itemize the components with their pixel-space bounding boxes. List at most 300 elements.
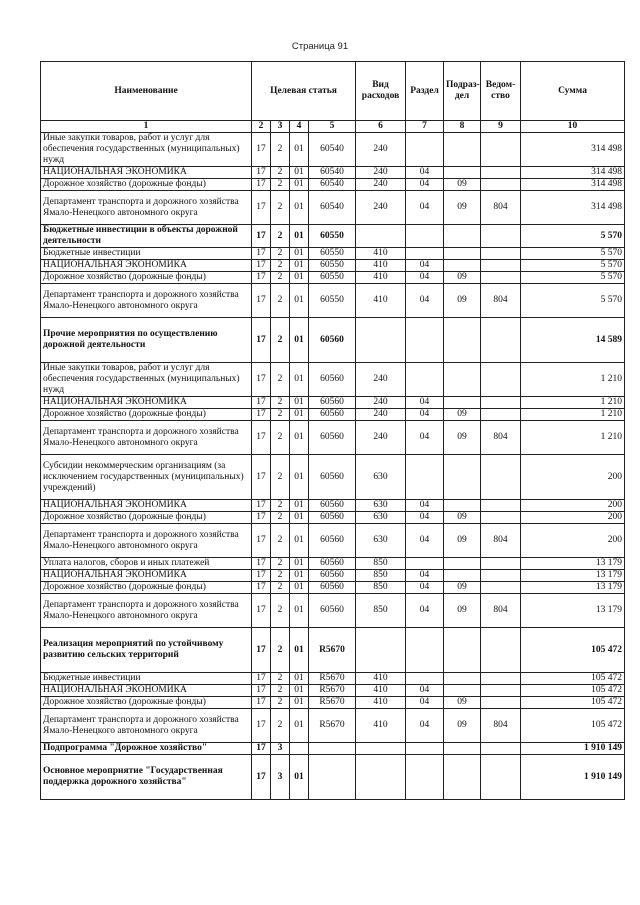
target-code-4: 60560: [309, 363, 356, 397]
row-name: Субсидии некоммерческим организациям (за исключением государственных (муниципальных) учреждений): [41, 455, 252, 500]
target-code-3: 01: [290, 318, 309, 363]
target-code-2: 2: [271, 673, 290, 685]
expense-type: 850: [356, 582, 406, 594]
subsection: [444, 755, 481, 800]
section: [406, 743, 444, 755]
subsection: 09: [444, 582, 481, 594]
subsection: 09: [444, 697, 481, 709]
page-number-label: Страница 91: [291, 41, 349, 52]
row-name: Уплата налогов, сборов и иных платежей: [41, 558, 252, 570]
subsection: 09: [444, 409, 481, 421]
row-name: Дорожное хозяйство (дорожные фонды): [41, 582, 252, 594]
department-code: [481, 673, 521, 685]
target-code-3: 01: [290, 191, 309, 225]
department-code: 804: [481, 709, 521, 743]
subsection: [444, 397, 481, 409]
row-name: НАЦИОНАЛЬНАЯ ЭКОНОМИКА: [41, 260, 252, 272]
target-code-2: 2: [271, 397, 290, 409]
expense-type: 630: [356, 455, 406, 500]
target-code-4: 60560: [309, 524, 356, 558]
table-row: [41, 409, 625, 421]
target-code-2: 2: [271, 570, 290, 582]
row-sum: 1 910 149: [521, 755, 625, 800]
expense-type: 410: [356, 697, 406, 709]
target-code-4: 60540: [309, 133, 356, 167]
table-header-row: [41, 62, 625, 121]
section: [406, 248, 444, 260]
expense-type: 850: [356, 594, 406, 628]
target-code-2: 2: [271, 409, 290, 421]
department-code: [481, 743, 521, 755]
target-code-4: 60560: [309, 582, 356, 594]
expense-type: 240: [356, 409, 406, 421]
department-code: 804: [481, 524, 521, 558]
target-code-2: 2: [271, 558, 290, 570]
target-code-2: 2: [271, 248, 290, 260]
target-code-1: 17: [252, 421, 271, 455]
department-code: [481, 570, 521, 582]
section: 04: [406, 500, 444, 512]
table-row: [41, 743, 625, 755]
row-sum: 13 179: [521, 558, 625, 570]
target-code-2: 2: [271, 167, 290, 179]
row-sum: 1 210: [521, 397, 625, 409]
target-code-1: 17: [252, 558, 271, 570]
section: 04: [406, 167, 444, 179]
target-code-3: 01: [290, 272, 309, 284]
table-row: [41, 248, 625, 260]
expense-type: 410: [356, 685, 406, 697]
target-code-2: 2: [271, 363, 290, 397]
expense-type: 240: [356, 363, 406, 397]
expense-type: 240: [356, 397, 406, 409]
row-sum: 5 570: [521, 284, 625, 318]
row-sum: 314 498: [521, 167, 625, 179]
target-code-4: [309, 755, 356, 800]
section: [406, 318, 444, 363]
row-name: Департамент транспорта и дорожного хозяйства Ямало-Ненецкого автономного округа: [41, 594, 252, 628]
table-row: [41, 284, 625, 318]
table-row: [41, 673, 625, 685]
department-code: [481, 260, 521, 272]
target-code-1: 17: [252, 500, 271, 512]
section: 04: [406, 397, 444, 409]
target-code-3: 01: [290, 594, 309, 628]
target-code-4: 60540: [309, 167, 356, 179]
department-code: [481, 685, 521, 697]
department-code: [481, 455, 521, 500]
target-code-3: 01: [290, 133, 309, 167]
subsection: [444, 260, 481, 272]
row-name: Дорожное хозяйство (дорожные фонды): [41, 512, 252, 524]
target-code-1: 17: [252, 248, 271, 260]
row-name: Дорожное хозяйство (дорожные фонды): [41, 409, 252, 421]
subsection: 09: [444, 524, 481, 558]
target-code-2: 2: [271, 455, 290, 500]
target-code-1: 17: [252, 673, 271, 685]
target-code-1: 17: [252, 455, 271, 500]
table-row: [41, 697, 625, 709]
table-body: [41, 133, 625, 800]
target-code-1: 17: [252, 524, 271, 558]
department-code: [481, 133, 521, 167]
row-name: НАЦИОНАЛЬНАЯ ЭКОНОМИКА: [41, 685, 252, 697]
row-sum: 314 498: [521, 179, 625, 191]
target-code-4: 60550: [309, 225, 356, 248]
target-code-1: 17: [252, 397, 271, 409]
section: 04: [406, 260, 444, 272]
department-code: 804: [481, 284, 521, 318]
table-row: [41, 570, 625, 582]
subsection: 09: [444, 272, 481, 284]
table-row: [41, 179, 625, 191]
subsection: [444, 570, 481, 582]
col-number: 10: [521, 121, 625, 133]
table-row: [41, 558, 625, 570]
target-code-2: 2: [271, 133, 290, 167]
department-code: [481, 500, 521, 512]
department-code: [481, 179, 521, 191]
subsection: [444, 500, 481, 512]
row-sum: 14 589: [521, 318, 625, 363]
row-sum: 105 472: [521, 628, 625, 673]
subsection: [444, 318, 481, 363]
row-sum: 1 910 149: [521, 743, 625, 755]
table-row: [41, 167, 625, 179]
subsection: 09: [444, 284, 481, 318]
row-sum: 105 472: [521, 685, 625, 697]
target-code-3: 01: [290, 558, 309, 570]
section: 04: [406, 409, 444, 421]
row-name: Департамент транспорта и дорожного хозяйства Ямало-Ненецкого автономного округа: [41, 524, 252, 558]
target-code-1: 17: [252, 272, 271, 284]
row-sum: 314 498: [521, 133, 625, 167]
section: 04: [406, 421, 444, 455]
department-code: [481, 628, 521, 673]
target-code-2: 2: [271, 318, 290, 363]
target-code-1: 17: [252, 409, 271, 421]
row-name: Реализация мероприятий по устойчивому развитию сельских территорий: [41, 628, 252, 673]
section: 04: [406, 582, 444, 594]
header-section: Раздел: [406, 62, 444, 121]
row-name: Дорожное хозяйство (дорожные фонды): [41, 272, 252, 284]
target-code-3: 01: [290, 673, 309, 685]
department-code: 804: [481, 594, 521, 628]
target-code-3: 01: [290, 709, 309, 743]
row-name: НАЦИОНАЛЬНАЯ ЭКОНОМИКА: [41, 500, 252, 512]
target-code-3: 01: [290, 225, 309, 248]
target-code-1: 17: [252, 225, 271, 248]
section: 04: [406, 697, 444, 709]
header-department: Ведом-ство: [481, 62, 521, 121]
target-code-2: 2: [271, 179, 290, 191]
target-code-1: 17: [252, 709, 271, 743]
section: [406, 673, 444, 685]
table-row: [41, 191, 625, 225]
subsection: 09: [444, 594, 481, 628]
row-name: НАЦИОНАЛЬНАЯ ЭКОНОМИКА: [41, 167, 252, 179]
target-code-4: 60550: [309, 272, 356, 284]
section: 04: [406, 179, 444, 191]
expense-type: 410: [356, 248, 406, 260]
row-name: НАЦИОНАЛЬНАЯ ЭКОНОМИКА: [41, 570, 252, 582]
row-name: Бюджетные инвестиции: [41, 248, 252, 260]
header-subsection: Подраз-дел: [444, 62, 481, 121]
target-code-3: 01: [290, 755, 309, 800]
target-code-3: 01: [290, 363, 309, 397]
section: [406, 755, 444, 800]
target-code-4: 60560: [309, 397, 356, 409]
expense-type: 410: [356, 709, 406, 743]
expense-type: 240: [356, 421, 406, 455]
target-code-4: 60560: [309, 594, 356, 628]
col-number: 1: [41, 121, 252, 133]
section: 04: [406, 272, 444, 284]
target-code-1: 17: [252, 582, 271, 594]
table-row: [41, 397, 625, 409]
subsection: 09: [444, 179, 481, 191]
target-code-4: 60560: [309, 409, 356, 421]
section: [406, 363, 444, 397]
row-name: Дорожное хозяйство (дорожные фонды): [41, 179, 252, 191]
table-row: [41, 363, 625, 397]
target-code-2: 2: [271, 709, 290, 743]
department-code: [481, 272, 521, 284]
target-code-4: 60560: [309, 421, 356, 455]
target-code-3: 01: [290, 167, 309, 179]
subsection: [444, 167, 481, 179]
target-code-4: 60560: [309, 512, 356, 524]
department-code: [481, 558, 521, 570]
department-code: [481, 697, 521, 709]
target-code-1: 17: [252, 570, 271, 582]
expense-type: [356, 755, 406, 800]
target-code-1: 17: [252, 628, 271, 673]
target-code-2: 2: [271, 582, 290, 594]
header-sum: Сумма: [521, 62, 625, 121]
row-sum: 1 210: [521, 421, 625, 455]
target-code-2: 3: [271, 755, 290, 800]
target-code-4: 60560: [309, 500, 356, 512]
target-code-4: 60560: [309, 558, 356, 570]
department-code: [481, 167, 521, 179]
col-number: 8: [444, 121, 481, 133]
target-code-1: 17: [252, 133, 271, 167]
target-code-1: 17: [252, 260, 271, 272]
target-code-1: 17: [252, 179, 271, 191]
subsection: [444, 248, 481, 260]
target-code-1: 17: [252, 191, 271, 225]
expense-type: [356, 318, 406, 363]
col-number: 7: [406, 121, 444, 133]
subsection: [444, 363, 481, 397]
target-code-3: 01: [290, 685, 309, 697]
expense-type: 410: [356, 272, 406, 284]
table-row: [41, 594, 625, 628]
table-row: [41, 512, 625, 524]
expense-type: 410: [356, 673, 406, 685]
section: 04: [406, 284, 444, 318]
section: 04: [406, 594, 444, 628]
target-code-4: R5670: [309, 685, 356, 697]
expense-type: 240: [356, 191, 406, 225]
expense-type: 410: [356, 260, 406, 272]
row-sum: 200: [521, 524, 625, 558]
target-code-3: 01: [290, 524, 309, 558]
target-code-4: 60540: [309, 179, 356, 191]
col-number: 5: [309, 121, 356, 133]
target-code-4: R5670: [309, 673, 356, 685]
subsection: [444, 455, 481, 500]
target-code-4: 60550: [309, 248, 356, 260]
header-expense-type: Вид расходов: [356, 62, 406, 121]
target-code-3: 01: [290, 260, 309, 272]
table-row: [41, 260, 625, 272]
table-row: [41, 685, 625, 697]
target-code-1: 17: [252, 318, 271, 363]
target-code-2: 2: [271, 500, 290, 512]
table-row: [41, 272, 625, 284]
target-code-1: 17: [252, 755, 271, 800]
table-row: [41, 500, 625, 512]
table-row: [41, 318, 625, 363]
row-name: Дорожное хозяйство (дорожные фонды): [41, 697, 252, 709]
target-code-2: 2: [271, 594, 290, 628]
table-row: [41, 628, 625, 673]
table-row: [41, 133, 625, 167]
subsection: [444, 685, 481, 697]
row-name: Департамент транспорта и дорожного хозяйства Ямало-Ненецкого автономного округа: [41, 284, 252, 318]
target-code-1: 17: [252, 512, 271, 524]
target-code-3: 01: [290, 455, 309, 500]
section: 04: [406, 191, 444, 225]
expense-type: 240: [356, 167, 406, 179]
target-code-3: 01: [290, 570, 309, 582]
col-number: 4: [290, 121, 309, 133]
department-code: [481, 363, 521, 397]
row-name: Иные закупки товаров, работ и услуг для обеспечения государственных (муниципальных) нужд: [41, 363, 252, 397]
target-code-2: 2: [271, 421, 290, 455]
row-name: Департамент транспорта и дорожного хозяйства Ямало-Ненецкого автономного округа: [41, 191, 252, 225]
target-code-1: 17: [252, 697, 271, 709]
section: [406, 133, 444, 167]
row-name: Основное мероприятие "Государственная поддержка дорожного хозяйства": [41, 755, 252, 800]
department-code: [481, 409, 521, 421]
table-row: [41, 524, 625, 558]
target-code-3: 01: [290, 248, 309, 260]
row-name: Департамент транспорта и дорожного хозяйства Ямало-Ненецкого автономного округа: [41, 421, 252, 455]
target-code-2: 2: [271, 628, 290, 673]
row-sum: 13 179: [521, 570, 625, 582]
expense-type: 850: [356, 558, 406, 570]
budget-table: [40, 61, 625, 800]
row-name: Прочие мероприятия по осуществлению дорожной деятельности: [41, 318, 252, 363]
target-code-3: 01: [290, 500, 309, 512]
target-code-1: 17: [252, 594, 271, 628]
target-code-4: 60550: [309, 260, 356, 272]
row-sum: 200: [521, 500, 625, 512]
target-code-1: 17: [252, 685, 271, 697]
table-row: [41, 455, 625, 500]
section: 04: [406, 709, 444, 743]
department-code: 804: [481, 191, 521, 225]
target-code-1: 17: [252, 363, 271, 397]
expense-type: 240: [356, 179, 406, 191]
column-number-row: [41, 121, 625, 133]
row-name: Бюджетные инвестиции: [41, 673, 252, 685]
section: [406, 558, 444, 570]
row-name: Иные закупки товаров, работ и услуг для обеспечения государственных (муниципальных) нужд: [41, 133, 252, 167]
department-code: [481, 582, 521, 594]
col-number: 3: [271, 121, 290, 133]
expense-type: [356, 225, 406, 248]
table-row: [41, 582, 625, 594]
row-sum: 314 498: [521, 191, 625, 225]
department-code: 804: [481, 421, 521, 455]
subsection: [444, 673, 481, 685]
table-row: [41, 421, 625, 455]
target-code-3: 01: [290, 628, 309, 673]
target-code-3: [290, 743, 309, 755]
target-code-1: 17: [252, 167, 271, 179]
target-code-3: 01: [290, 397, 309, 409]
section: 04: [406, 524, 444, 558]
expense-type: 630: [356, 512, 406, 524]
target-code-2: 2: [271, 697, 290, 709]
target-code-4: 60560: [309, 570, 356, 582]
target-code-4: R5670: [309, 709, 356, 743]
row-sum: 105 472: [521, 697, 625, 709]
col-number: 9: [481, 121, 521, 133]
row-sum: 1 210: [521, 363, 625, 397]
row-sum: 13 179: [521, 594, 625, 628]
target-code-3: 01: [290, 421, 309, 455]
expense-type: 410: [356, 284, 406, 318]
row-sum: 105 472: [521, 709, 625, 743]
row-sum: 1 210: [521, 409, 625, 421]
row-sum: 5 570: [521, 272, 625, 284]
section: [406, 455, 444, 500]
row-sum: 200: [521, 512, 625, 524]
target-code-4: R5670: [309, 697, 356, 709]
row-name: Подпрограмма "Дорожное хозяйство": [41, 743, 252, 755]
target-code-2: 2: [271, 225, 290, 248]
section: 04: [406, 570, 444, 582]
subsection: 09: [444, 512, 481, 524]
department-code: [481, 755, 521, 800]
target-code-3: 01: [290, 697, 309, 709]
expense-type: 630: [356, 500, 406, 512]
department-code: [481, 225, 521, 248]
row-name: НАЦИОНАЛЬНАЯ ЭКОНОМИКА: [41, 397, 252, 409]
header-name: Наименование: [41, 62, 252, 121]
subsection: [444, 628, 481, 673]
target-code-1: 17: [252, 284, 271, 318]
target-code-2: 2: [271, 272, 290, 284]
subsection: 09: [444, 421, 481, 455]
col-number: 6: [356, 121, 406, 133]
target-code-4: 60540: [309, 191, 356, 225]
department-code: [481, 248, 521, 260]
row-sum: 5 570: [521, 225, 625, 248]
target-code-4: 60560: [309, 318, 356, 363]
subsection: [444, 743, 481, 755]
target-code-2: 2: [271, 512, 290, 524]
target-code-2: 2: [271, 284, 290, 318]
subsection: 09: [444, 709, 481, 743]
target-code-4: R5670: [309, 628, 356, 673]
row-name: Департамент транспорта и дорожного хозяйства Ямало-Ненецкого автономного округа: [41, 709, 252, 743]
